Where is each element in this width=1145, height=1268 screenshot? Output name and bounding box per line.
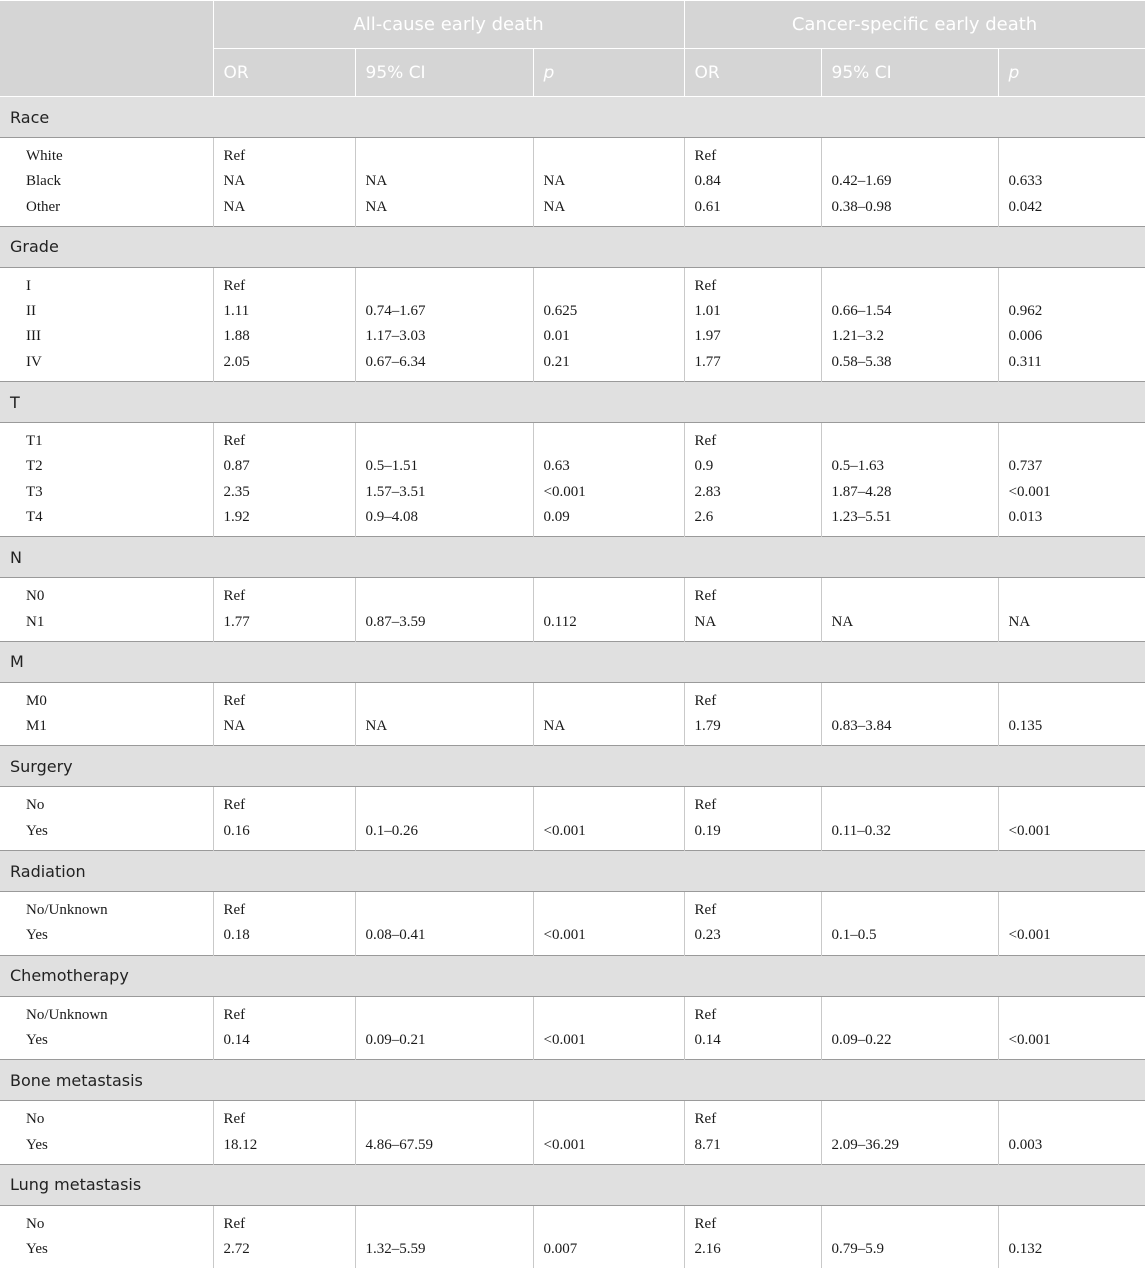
ci-cancer: 0.1–0.5	[832, 923, 988, 948]
variable-label: M1	[26, 714, 203, 739]
or-all: Ref	[224, 274, 345, 299]
or-all: Ref	[224, 144, 345, 169]
or-cancer: Ref	[695, 429, 811, 454]
ci-all-cell	[355, 138, 533, 227]
ci-all-cell	[355, 787, 533, 851]
section-title: T	[0, 382, 1145, 423]
variable-label-cell	[0, 578, 213, 642]
or-all: 2.72	[224, 1237, 345, 1262]
or-all-cell	[213, 267, 355, 381]
p-all	[544, 274, 674, 299]
p-all: 0.112	[544, 610, 674, 635]
variable-label-cell	[0, 138, 213, 227]
ci-all-cell	[355, 423, 533, 537]
ci-cancer: 2.09–36.29	[832, 1133, 988, 1158]
table-row	[0, 423, 1145, 537]
p-cancer	[1009, 1212, 1136, 1237]
p-all: <0.001	[544, 1028, 674, 1053]
or-cancer: Ref	[695, 1003, 811, 1028]
or-all: Ref	[224, 689, 345, 714]
ci-all: NA	[366, 169, 523, 194]
p-all: 0.63	[544, 454, 674, 479]
variable-label: T4	[26, 505, 203, 530]
ci-cancer: 0.09–0.22	[832, 1028, 988, 1053]
ci-cancer-cell	[821, 1101, 998, 1165]
table-row	[0, 1205, 1145, 1268]
p-cancer-cell	[998, 267, 1145, 381]
or-cancer: 0.9	[695, 454, 811, 479]
p-all: NA	[544, 714, 674, 739]
ci-all: 1.32–5.59	[366, 1237, 523, 1262]
variable-label: I	[26, 274, 203, 299]
or-all-cell	[213, 578, 355, 642]
variable-label: No/Unknown	[26, 1003, 203, 1028]
ci-all: 0.9–4.08	[366, 505, 523, 530]
p-cancer: 0.311	[1009, 350, 1136, 375]
ci-cancer	[832, 689, 988, 714]
p-cancer: 0.003	[1009, 1133, 1136, 1158]
ci-cancer-cell	[821, 423, 998, 537]
p-all-cell	[533, 996, 684, 1060]
ci-cancer: NA	[832, 610, 988, 635]
p-cancer	[1009, 584, 1136, 609]
variable-label: T3	[26, 480, 203, 505]
ci-cancer: 0.5–1.63	[832, 454, 988, 479]
or-all-cell	[213, 423, 355, 537]
p-cancer: <0.001	[1009, 480, 1136, 505]
or-cancer: Ref	[695, 274, 811, 299]
section-header-row	[0, 746, 1145, 787]
ci-cancer: 0.42–1.69	[832, 169, 988, 194]
variable-label: Black	[26, 169, 203, 194]
or-cancer: 0.84	[695, 169, 811, 194]
p-cancer: 0.633	[1009, 169, 1136, 194]
or-cancer: 0.23	[695, 923, 811, 948]
col-p-all: p	[533, 49, 684, 97]
p-cancer-cell	[998, 787, 1145, 851]
ci-all	[366, 1212, 523, 1237]
p-cancer	[1009, 689, 1136, 714]
p-all: 0.09	[544, 505, 674, 530]
or-all: 1.11	[224, 299, 345, 324]
or-cancer: 0.19	[695, 819, 811, 844]
p-cancer-cell	[998, 892, 1145, 956]
ci-cancer: 1.23–5.51	[832, 505, 988, 530]
p-all	[544, 689, 674, 714]
or-cancer: 2.16	[695, 1237, 811, 1262]
ci-all	[366, 429, 523, 454]
table-row	[0, 996, 1145, 1060]
p-all	[544, 1107, 674, 1132]
or-all: NA	[224, 714, 345, 739]
ci-cancer-cell	[821, 578, 998, 642]
section-header-row	[0, 1060, 1145, 1101]
or-all-cell	[213, 996, 355, 1060]
p-all-cell	[533, 578, 684, 642]
variable-label: White	[26, 144, 203, 169]
section-header-row	[0, 382, 1145, 423]
p-cancer: <0.001	[1009, 819, 1136, 844]
section-title: Chemotherapy	[0, 955, 1145, 996]
p-all	[544, 898, 674, 923]
ci-all	[366, 793, 523, 818]
or-cancer: 1.79	[695, 714, 811, 739]
p-all-cell	[533, 682, 684, 746]
p-cancer-cell	[998, 423, 1145, 537]
ci-cancer: 1.87–4.28	[832, 480, 988, 505]
table-row	[0, 892, 1145, 956]
col-ci-all: 95% CI	[355, 49, 533, 97]
ci-all	[366, 1107, 523, 1132]
variable-label: T2	[26, 454, 203, 479]
ci-all: NA	[366, 195, 523, 220]
variable-label: T1	[26, 429, 203, 454]
p-cancer: <0.001	[1009, 923, 1136, 948]
variable-label-cell	[0, 1205, 213, 1268]
or-all: NA	[224, 195, 345, 220]
or-all: 0.16	[224, 819, 345, 844]
ci-all-cell	[355, 1205, 533, 1268]
or-cancer: 0.14	[695, 1028, 811, 1053]
or-all: 18.12	[224, 1133, 345, 1158]
or-all: NA	[224, 169, 345, 194]
section-header-row	[0, 97, 1145, 138]
header-cancer-specific: Cancer-specific early death	[684, 1, 1145, 49]
section-title: Race	[0, 97, 1145, 138]
or-cancer-cell	[684, 423, 821, 537]
section-title: M	[0, 641, 1145, 682]
or-all: 2.05	[224, 350, 345, 375]
or-cancer: Ref	[695, 1212, 811, 1237]
table-header	[0, 1, 1145, 97]
p-all	[544, 1003, 674, 1028]
p-all-cell	[533, 892, 684, 956]
or-cancer-cell	[684, 1101, 821, 1165]
ci-all: 0.09–0.21	[366, 1028, 523, 1053]
section-header-row	[0, 226, 1145, 267]
or-all-cell	[213, 138, 355, 227]
variable-label-cell	[0, 892, 213, 956]
section-header-row	[0, 537, 1145, 578]
section-header-row	[0, 955, 1145, 996]
table-row	[0, 578, 1145, 642]
col-or-all: OR	[213, 49, 355, 97]
ci-cancer	[832, 274, 988, 299]
ci-cancer: 0.66–1.54	[832, 299, 988, 324]
or-all: Ref	[224, 429, 345, 454]
p-cancer-cell	[998, 1205, 1145, 1268]
p-all-cell	[533, 1101, 684, 1165]
p-all: <0.001	[544, 480, 674, 505]
variable-label-cell	[0, 996, 213, 1060]
p-all	[544, 584, 674, 609]
variable-label-cell	[0, 1101, 213, 1165]
p-all-cell	[533, 787, 684, 851]
or-cancer: 1.77	[695, 350, 811, 375]
or-cancer-cell	[684, 682, 821, 746]
section-header-row	[0, 1164, 1145, 1205]
p-cancer: 0.042	[1009, 195, 1136, 220]
p-cancer	[1009, 144, 1136, 169]
ci-all	[366, 1003, 523, 1028]
ci-cancer-cell	[821, 1205, 998, 1268]
ci-cancer: 0.79–5.9	[832, 1237, 988, 1262]
p-cancer-cell	[998, 682, 1145, 746]
or-all: 1.92	[224, 505, 345, 530]
p-cancer: 0.013	[1009, 505, 1136, 530]
table-body	[0, 97, 1145, 1268]
ci-all: 0.5–1.51	[366, 454, 523, 479]
ci-cancer-cell	[821, 996, 998, 1060]
p-cancer: <0.001	[1009, 1028, 1136, 1053]
section-header-row	[0, 641, 1145, 682]
p-cancer	[1009, 274, 1136, 299]
or-cancer: 1.01	[695, 299, 811, 324]
variable-label: Yes	[26, 1028, 203, 1053]
p-cancer: 0.737	[1009, 454, 1136, 479]
ci-all: 4.86–67.59	[366, 1133, 523, 1158]
ci-cancer-cell	[821, 892, 998, 956]
p-cancer: 0.006	[1009, 324, 1136, 349]
p-cancer	[1009, 898, 1136, 923]
ci-cancer: 0.58–5.38	[832, 350, 988, 375]
variable-label: III	[26, 324, 203, 349]
or-cancer: Ref	[695, 1107, 811, 1132]
ci-all: 1.17–3.03	[366, 324, 523, 349]
col-p-cancer: p	[998, 49, 1145, 97]
ci-cancer	[832, 429, 988, 454]
section-title: Surgery	[0, 746, 1145, 787]
or-all: 2.35	[224, 480, 345, 505]
section-title: Bone metastasis	[0, 1060, 1145, 1101]
ci-cancer-cell	[821, 138, 998, 227]
header-corner	[0, 1, 213, 97]
variable-label: Other	[26, 195, 203, 220]
p-all-cell	[533, 138, 684, 227]
p-all: NA	[544, 195, 674, 220]
ci-all-cell	[355, 996, 533, 1060]
ci-all	[366, 274, 523, 299]
or-cancer: Ref	[695, 689, 811, 714]
ci-all-cell	[355, 892, 533, 956]
or-all: Ref	[224, 898, 345, 923]
p-cancer: NA	[1009, 610, 1136, 635]
p-cancer: 0.135	[1009, 714, 1136, 739]
or-cancer: 1.97	[695, 324, 811, 349]
or-cancer: 0.61	[695, 195, 811, 220]
variable-label: IV	[26, 350, 203, 375]
or-all: Ref	[224, 793, 345, 818]
ci-all	[366, 898, 523, 923]
p-all-cell	[533, 1205, 684, 1268]
ci-all: 0.1–0.26	[366, 819, 523, 844]
ci-all: 1.57–3.51	[366, 480, 523, 505]
variable-label: No	[26, 1107, 203, 1132]
or-all-cell	[213, 682, 355, 746]
variable-label: Yes	[26, 1237, 203, 1262]
ci-all-cell	[355, 1101, 533, 1165]
ci-cancer: 0.83–3.84	[832, 714, 988, 739]
ci-all	[366, 144, 523, 169]
p-all	[544, 793, 674, 818]
col-or-cancer: OR	[684, 49, 821, 97]
variable-label: No	[26, 793, 203, 818]
or-cancer: Ref	[695, 898, 811, 923]
or-cancer: 2.83	[695, 480, 811, 505]
ci-all: 0.08–0.41	[366, 923, 523, 948]
or-cancer: 2.6	[695, 505, 811, 530]
variable-label: No	[26, 1212, 203, 1237]
or-cancer: NA	[695, 610, 811, 635]
or-cancer-cell	[684, 1205, 821, 1268]
p-all	[544, 1212, 674, 1237]
section-title: Grade	[0, 226, 1145, 267]
or-all: 1.88	[224, 324, 345, 349]
or-all: 0.18	[224, 923, 345, 948]
p-cancer	[1009, 1107, 1136, 1132]
ci-all: NA	[366, 714, 523, 739]
ci-cancer	[832, 584, 988, 609]
ci-all: 0.87–3.59	[366, 610, 523, 635]
p-all: <0.001	[544, 1133, 674, 1158]
or-cancer-cell	[684, 996, 821, 1060]
or-all: 1.77	[224, 610, 345, 635]
ci-all: 0.67–6.34	[366, 350, 523, 375]
p-all: 0.007	[544, 1237, 674, 1262]
variable-label-cell	[0, 423, 213, 537]
variable-label: Yes	[26, 923, 203, 948]
ci-cancer-cell	[821, 267, 998, 381]
or-all-cell	[213, 1101, 355, 1165]
ci-cancer	[832, 898, 988, 923]
or-cancer: Ref	[695, 584, 811, 609]
p-cancer	[1009, 1003, 1136, 1028]
or-cancer-cell	[684, 267, 821, 381]
p-cancer: 0.962	[1009, 299, 1136, 324]
variable-label-cell	[0, 682, 213, 746]
ci-all: 0.74–1.67	[366, 299, 523, 324]
or-cancer-cell	[684, 578, 821, 642]
p-cancer: 0.132	[1009, 1237, 1136, 1262]
p-cancer	[1009, 429, 1136, 454]
ci-cancer-cell	[821, 787, 998, 851]
table-row	[0, 267, 1145, 381]
p-all: NA	[544, 169, 674, 194]
p-all: 0.625	[544, 299, 674, 324]
ci-cancer-cell	[821, 682, 998, 746]
ci-cancer	[832, 1212, 988, 1237]
or-all: Ref	[224, 1107, 345, 1132]
or-cancer-cell	[684, 892, 821, 956]
or-all: 0.87	[224, 454, 345, 479]
p-all	[544, 144, 674, 169]
p-cancer-cell	[998, 138, 1145, 227]
section-title: Radiation	[0, 851, 1145, 892]
variable-label: No/Unknown	[26, 898, 203, 923]
header-all-cause: All-cause early death	[213, 1, 684, 49]
ci-all	[366, 689, 523, 714]
ci-all	[366, 584, 523, 609]
or-all: Ref	[224, 1003, 345, 1028]
p-all: 0.21	[544, 350, 674, 375]
ci-cancer	[832, 1003, 988, 1028]
variable-label: M0	[26, 689, 203, 714]
col-ci-cancer: 95% CI	[821, 49, 998, 97]
or-all: Ref	[224, 1212, 345, 1237]
variable-label: II	[26, 299, 203, 324]
or-all-cell	[213, 787, 355, 851]
p-all-cell	[533, 267, 684, 381]
variable-label-cell	[0, 787, 213, 851]
table-row	[0, 682, 1145, 746]
ci-all-cell	[355, 578, 533, 642]
table-row	[0, 138, 1145, 227]
or-cancer-cell	[684, 138, 821, 227]
or-cancer: 8.71	[695, 1133, 811, 1158]
or-all: 0.14	[224, 1028, 345, 1053]
variable-label: N0	[26, 584, 203, 609]
p-all	[544, 429, 674, 454]
variable-label: N1	[26, 610, 203, 635]
ci-cancer: 0.38–0.98	[832, 195, 988, 220]
or-all-cell	[213, 892, 355, 956]
ci-cancer: 0.11–0.32	[832, 819, 988, 844]
variable-label-cell	[0, 267, 213, 381]
ci-cancer	[832, 793, 988, 818]
variable-label: Yes	[26, 1133, 203, 1158]
or-cancer: Ref	[695, 793, 811, 818]
table-row	[0, 787, 1145, 851]
or-cancer-cell	[684, 787, 821, 851]
ci-all-cell	[355, 682, 533, 746]
variable-label: Yes	[26, 819, 203, 844]
section-title: N	[0, 537, 1145, 578]
or-all-cell	[213, 1205, 355, 1268]
p-all: 0.01	[544, 324, 674, 349]
section-header-row	[0, 851, 1145, 892]
p-cancer-cell	[998, 996, 1145, 1060]
table-row	[0, 1101, 1145, 1165]
section-title: Lung metastasis	[0, 1164, 1145, 1205]
p-all-cell	[533, 423, 684, 537]
p-cancer-cell	[998, 1101, 1145, 1165]
ci-cancer	[832, 144, 988, 169]
or-all: Ref	[224, 584, 345, 609]
ci-cancer: 1.21–3.2	[832, 324, 988, 349]
ci-cancer	[832, 1107, 988, 1132]
ci-all-cell	[355, 267, 533, 381]
p-all: <0.001	[544, 923, 674, 948]
or-cancer: Ref	[695, 144, 811, 169]
p-cancer-cell	[998, 578, 1145, 642]
p-all: <0.001	[544, 819, 674, 844]
p-cancer	[1009, 793, 1136, 818]
